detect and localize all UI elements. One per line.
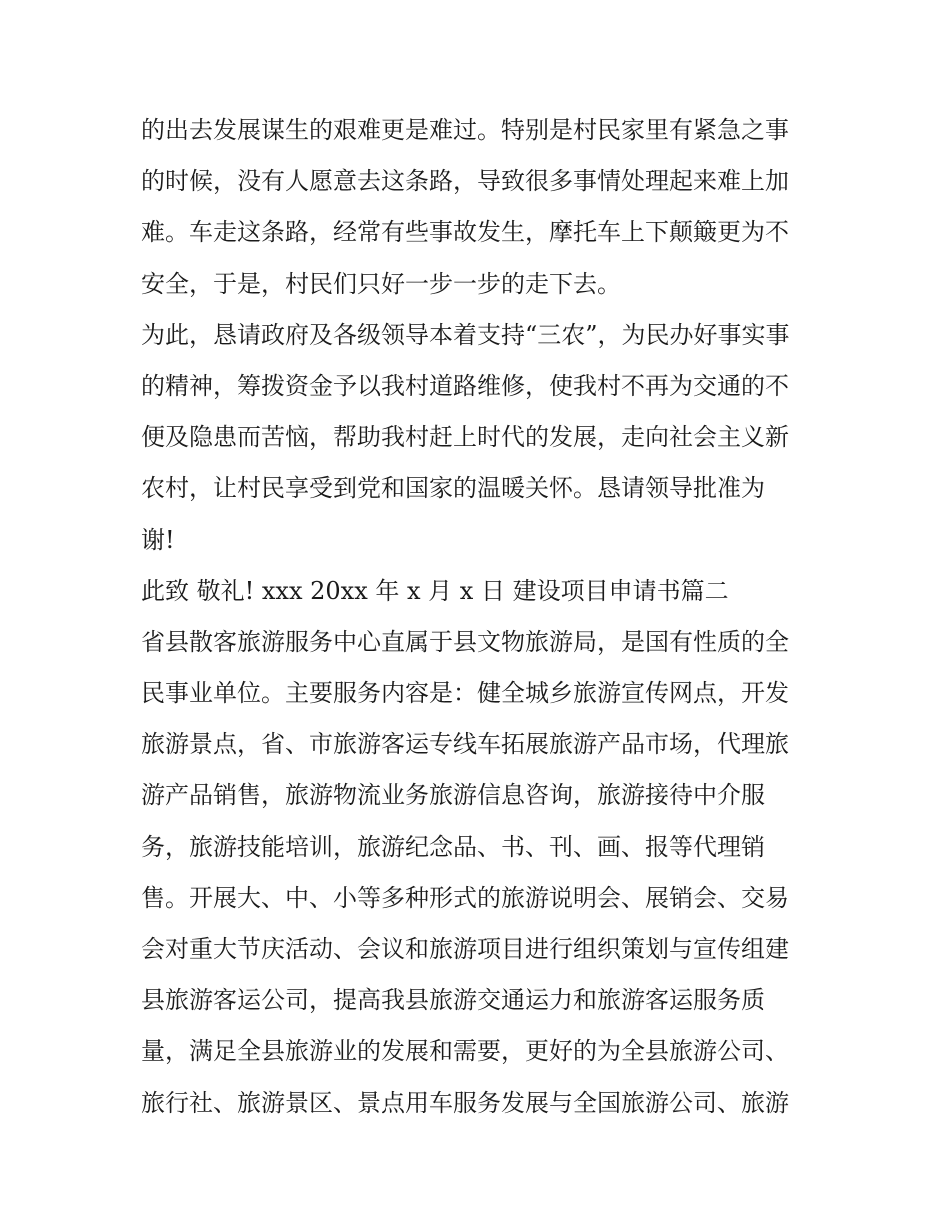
document-body	[141, 105, 821, 1129]
text-line: 为此，恳请政府及各级领导本着支持“三农”，为民办好事实事	[141, 320, 790, 349]
text-line: 量，满足全县旅游业的发展和需要，更好的为全县旅游公司、	[141, 1037, 789, 1066]
text-line: 售。开展大、中、小等多种形式的旅游说明会、展销会、交易	[141, 883, 789, 912]
text-line: 民事业单位。主要服务内容是：健全城乡旅游宣传网点，开发	[141, 679, 789, 708]
text-line: 的精神，筹拨资金予以我村道路维修，使我村不再为交通的不	[141, 371, 789, 400]
text-line: 难。车走这条路，经常有些事故发生，摩托车上下颠簸更为不	[141, 218, 789, 247]
text-line: 旅游景点，省、市旅游客运专线车拓展旅游产品市场，代理旅	[141, 730, 789, 759]
text-line: 务，旅游技能培训，旅游纪念品、书、刊、画、报等代理销	[141, 832, 765, 861]
text-line: 安全，于是，村民们只好一步一步的走下去。	[141, 269, 621, 298]
text-line: 的时候，没有人愿意去这条路，导致很多事情处理起来难上加	[141, 167, 789, 196]
text-line: 游产品销售，旅游物流业务旅游信息咨询，旅游接待中介服	[141, 781, 765, 810]
text-line: 会对重大节庆活动、会议和旅游项目进行组织策划与宣传组建	[141, 935, 789, 963]
text-line: 省县散客旅游服务中心直属于县文物旅游局，是国有性质的全	[141, 627, 789, 656]
text-line: 旅行社、旅游景区、景点用车服务发展与全国旅游公司、旅游	[141, 1088, 789, 1117]
text-line: 的出去发展谋生的艰难更是难过。特别是村民家里有紧急之事	[141, 116, 789, 144]
text-line: 便及隐患而苦恼，帮助我村赶上时代的发展，走向社会主义新	[141, 423, 789, 452]
text-line: 县旅游客运公司，提高我县旅游交通运力和旅游客运服务质	[141, 986, 765, 1015]
closing-heading-line: 此致 敬礼! xxx 20xx 年 x 月 x 日 建设项目申请书篇二	[141, 576, 729, 605]
text-line: 农村，让村民享受到党和国家的温暖关怀。恳请领导批准为	[141, 474, 765, 503]
text-line: 谢!	[141, 525, 175, 554]
